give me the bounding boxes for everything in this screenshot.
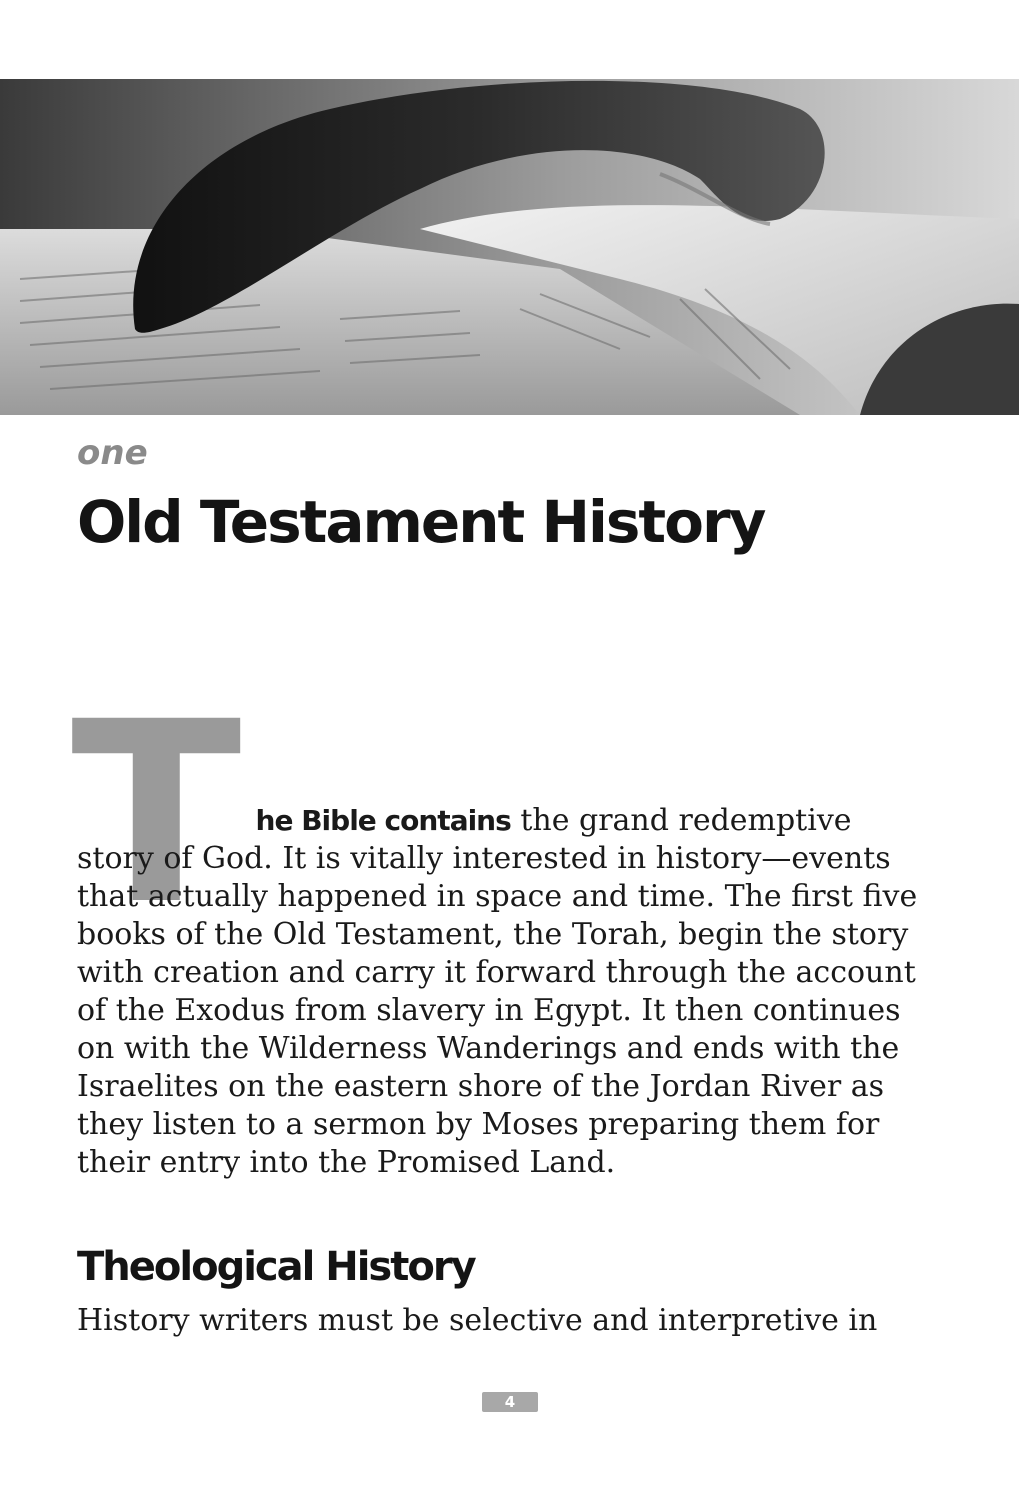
intro-paragraph (71, 668, 937, 1182)
intro-body-text: the grand redemptive story of God. It is vitally interested in history—events that actually happened in space and time. The first five books of the Old Testament, the Torah, begin the story with creation and carry it forward through the account of the Exodus from slavery in Egypt. It then continues on with the Wilderness Wanderings and ends with the Israelites on the eastern shore of the Jordan River as they listen to a sermon by Moses preparing them for their entry into the Promised Land. (77, 803, 918, 1180)
page-number-badge: 4 (482, 1392, 538, 1412)
drop-cap: T (71, 668, 242, 959)
section-heading: Theological History (77, 1244, 475, 1290)
hero-image-shofar-on-open-bible (0, 79, 1019, 415)
chapter-title: Old Testament History (77, 488, 765, 556)
chapter-number: one (77, 433, 148, 473)
section-paragraph: History writers must be selective and interpretive in (77, 1303, 878, 1338)
lead-in-text: he Bible contains (255, 804, 511, 837)
